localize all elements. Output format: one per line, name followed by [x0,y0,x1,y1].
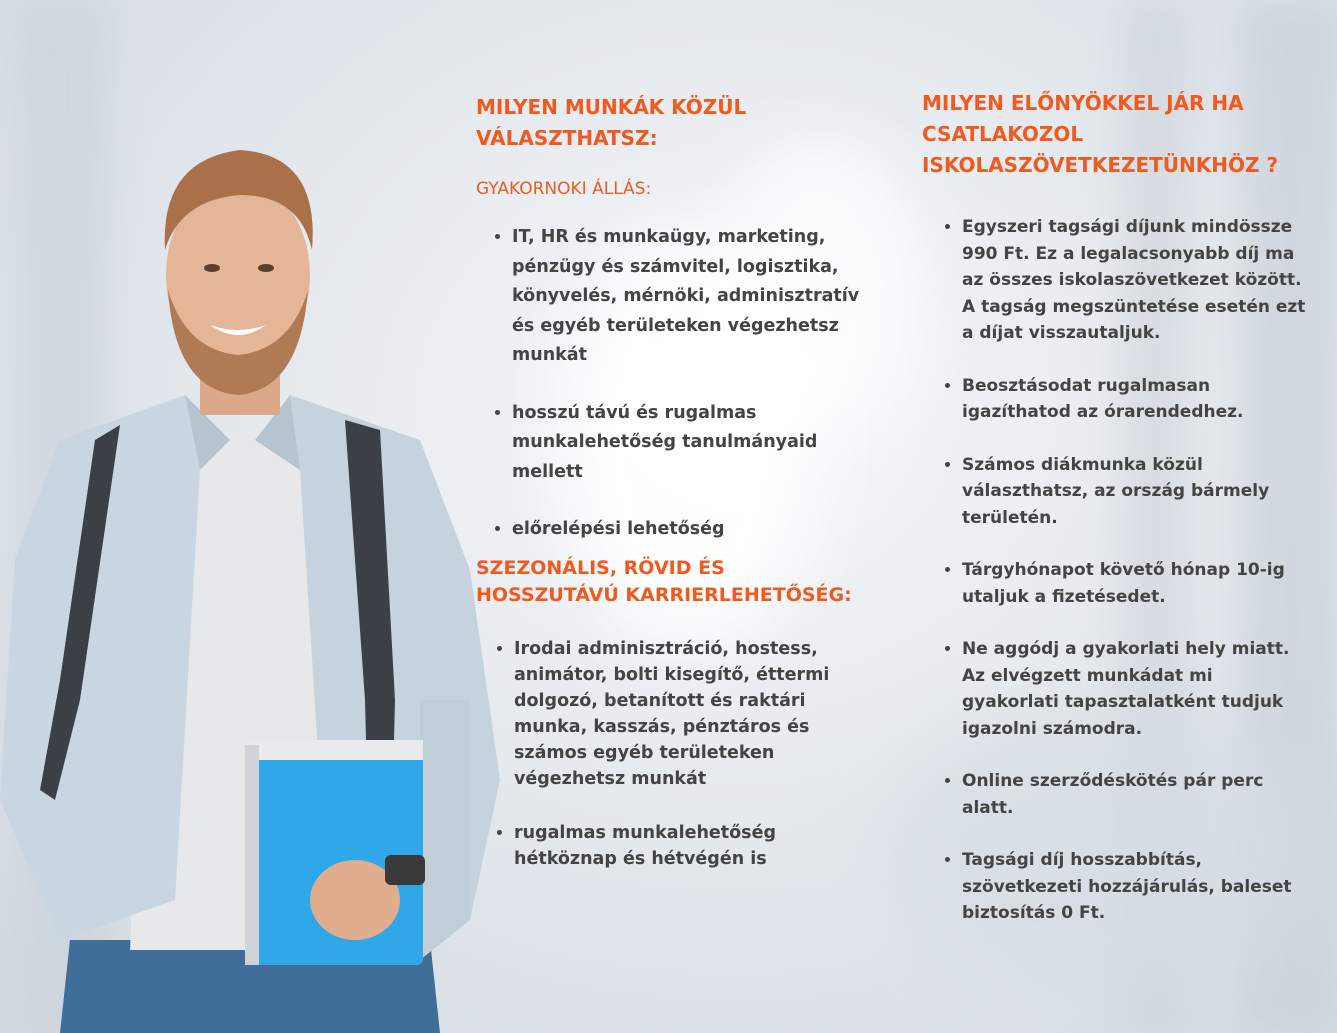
list-item: • rugalmas munkalehetőség hétköznap és hétvégén is [514,820,866,872]
student-photo [0,140,500,1033]
benefits-list [922,214,1307,927]
list-item: • IT, HR és munkaügy, marketing, pénzügy és számvitel, logisztika, könyvelés, mérnöki, adminisztratív és egyéb területeken végezhetsz munkát [512,223,866,371]
list-item: • Tagsági díj hosszabbítás, szövetkezeti hozzájárulás, baleset biztosítás 0 Ft. [962,847,1307,927]
benefits-column [922,88,1307,927]
list-item: • Számos diákmunka közül választhatsz, az ország bármely területén. [962,452,1307,532]
list-item: • Beosztásodat rugalmasan igazíthatod az órarendedhez. [962,373,1307,426]
job-types-column [476,92,866,872]
list-item: • hosszú távú és rugalmas munkalehetőség tanulmányaid mellett [512,399,866,488]
internship-list [476,223,866,545]
list-item: • Egyszeri tagsági díjunk mindössze 990 Ft. Ez a legalacsonyabb díj ma az összes iskolaszövetkezet között. A tagság megszüntetése esetén ezt a díjat visszautaljuk. [962,214,1307,347]
list-item: • Ne aggódj a gyakorlati hely miatt. Az elvégzett munkádat mi gyakorlati tapasztalatként tudjuk igazolni számodra. [962,636,1307,742]
list-item: • előrelépési lehetőség [512,515,866,545]
list-item: • Irodai adminisztráció, hostess, animátor, bolti kisegítő, éttermi dolgozó, betanított és raktári munka, kasszás, pénztáros és számos egyéb területeken végezhetsz munkát [514,636,866,792]
list-item: • Tárgyhónapot követő hónap 10-ig utaljuk a fizetésedet. [962,557,1307,610]
benefits-title: MILYEN ELŐNYÖKKEL JÁR HA CSATLAKOZOL ISKOLASZÖVETKEZETÜNKHÖZ ? [922,91,1279,177]
internship-heading: GYAKORNOKI ÁLLÁS: [476,179,652,199]
job-types-title: MILYEN MUNKÁK KÖZÜL VÁLASZTHATSZ: [476,95,747,150]
list-item: • Online szerződéskötés pár perc alatt. [962,768,1307,821]
seasonal-list [476,636,866,872]
seasonal-heading: SZEZONÁLIS, RÖVID ÉS HOSSZUTÁVÚ KARRIERLEHETŐSÉG: [476,556,852,606]
